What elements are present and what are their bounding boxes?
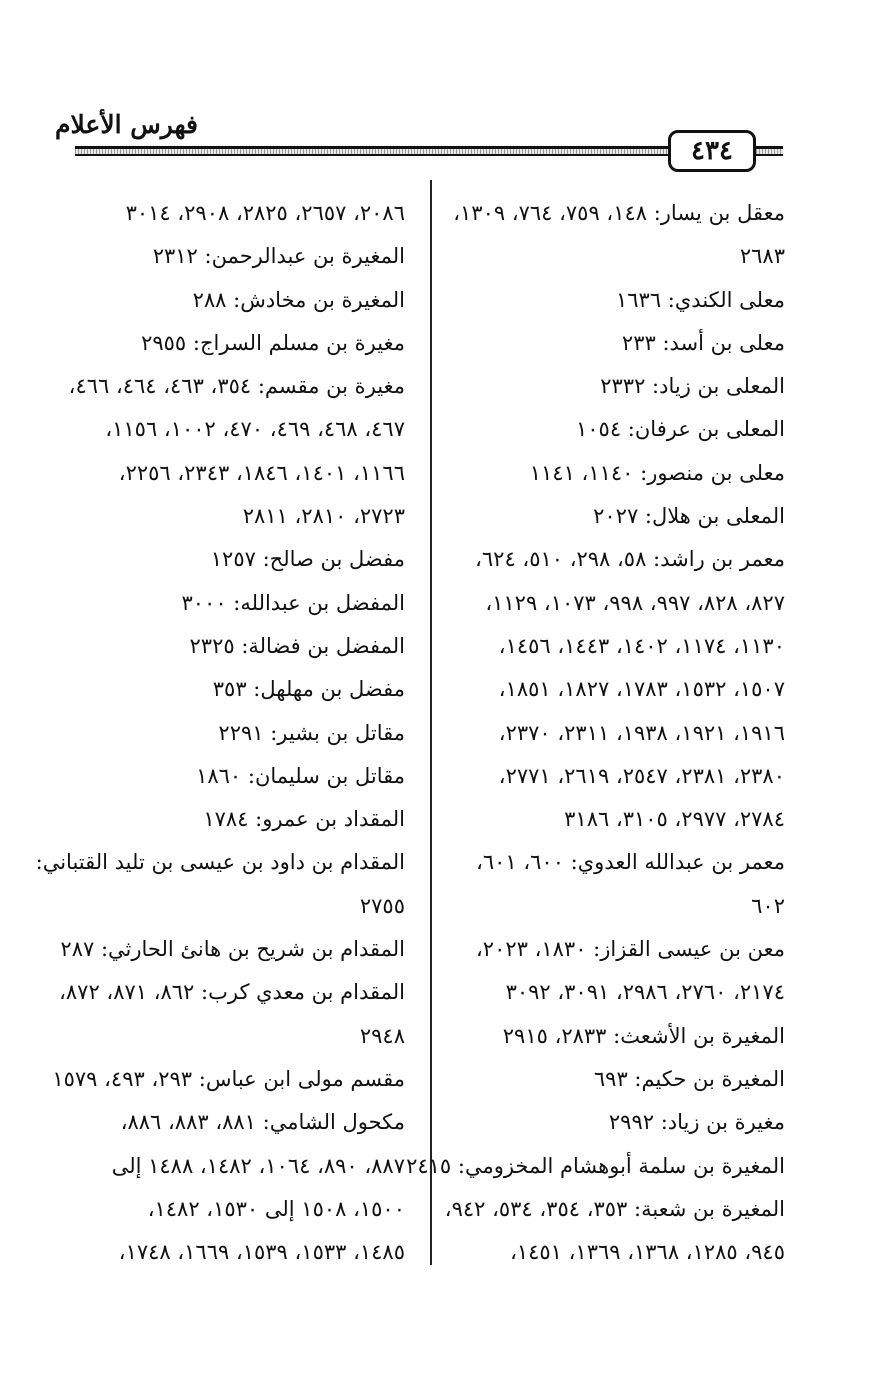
index-entry-line: معلى بن منصور: ١١٤٠، ١١٤١: [529, 460, 785, 485]
page-number: ٤٣٤: [668, 130, 756, 172]
index-entry-line: ٦٠٢: [751, 893, 785, 918]
index-entry-line: ٢٩٤٨: [359, 1023, 405, 1048]
index-entry-line: ٢٦٨٣: [739, 244, 785, 269]
index-entry-line: مقاتل بن سليمان: ١٨٦٠: [196, 763, 405, 788]
index-entry-line: مغيرة بن مقسم: ٣٥٤، ٤٦٣، ٤٦٤، ٤٦٦،: [68, 374, 405, 399]
index-entry-line: المعلى بن زياد: ٢٣٣٢: [600, 374, 785, 399]
running-header-title: فهرس الأعلام: [55, 110, 199, 139]
index-entry-line: ٨٢٧، ٨٢٨، ٩٩٧، ٩٩٨، ١٠٧٣، ١١٢٩،: [485, 590, 785, 615]
index-entry-line: المغيرة بن حكيم: ٦٩٣: [593, 1066, 785, 1091]
index-entry-line: المقدام بن معدي كرب: ٨٦٢، ٨٧١، ٨٧٢،: [59, 980, 405, 1005]
index-entry-line: ٢٧٥٥: [359, 893, 405, 918]
index-entry-line: ١٩١٦، ١٩٢١، ١٩٣٨، ٢٣١١، ٢٣٧٠،: [498, 720, 785, 745]
index-entry-line: مقسم مولى ابن عباس: ٢٩٣، ٤٩٣، ١٥٧٩: [52, 1066, 405, 1091]
index-entry-line: المقدام بن شريح بن هانئ الحارثي: ٢٨٧: [60, 937, 405, 962]
index-entry-line: المفضل بن عبدالله: ٣٠٠٠: [181, 590, 405, 615]
index-entry-line: معقل بن يسار: ١٤٨، ٧٥٩، ٧٦٤، ١٣٠٩،: [453, 201, 785, 225]
index-entry-line: المغيرة بن مخادش: ٢٨٨: [192, 287, 405, 312]
index-entry-line: مفضل بن صالح: ١٢٥٧: [210, 547, 405, 572]
index-entry-line: ٢٠٨٦، ٢٦٥٧، ٢٨٢٥، ٢٩٠٨، ٣٠١٤: [125, 201, 405, 225]
index-entry-line: المقداد بن عمرو: ١٧٨٤: [203, 807, 405, 832]
index-entry-line: ٢١٧٤، ٢٧٦٠، ٢٩٨٦، ٣٠٩١، ٣٠٩٢: [505, 980, 785, 1005]
index-entry-line: ٤٦٧، ٤٦٨، ٤٦٩، ٤٧٠، ١٠٠٢، ١١٥٦،: [105, 417, 405, 442]
index-entry-line: المغيرة بن سلمة أبوهشام المخزومي: ٢٤١٥: [406, 1153, 785, 1178]
index-entry-line: المقدام بن داود بن عيسى بن تليد القتباني:: [35, 850, 405, 875]
index-entry-line: ١٥٠٠، ١٥٠٨ إلى ١٥٣٠، ١٤٨٢،: [147, 1196, 405, 1221]
index-entry-line: المغيرة بن شعبة: ٣٥٣، ٣٥٤، ٥٣٤، ٩٤٢،: [444, 1196, 785, 1221]
index-entry-line: ١٥٠٧، ١٥٣٢، ١٧٨٣، ١٨٢٧، ١٨٥١،: [498, 677, 785, 702]
index-column-right: [406, 192, 785, 1274]
index-entry-line: معمر بن راشد: ٥٨، ٢٩٨، ٥١٠، ٦٢٤،: [475, 547, 785, 572]
column-divider: [430, 180, 432, 1265]
index-entry-line: المغيرة بن الأشعث: ٢٨٣٣، ٢٩١٥: [502, 1023, 785, 1048]
index-entry-line: المعلى بن عرفان: ١٠٥٤: [576, 417, 785, 442]
index-entry-line: المفضل بن فضالة: ٢٣٢٥: [189, 633, 405, 658]
header-rule-right: [756, 146, 783, 156]
index-entry-line: ١١٣٠، ١١٧٤، ١٤٠٢، ١٤٤٣، ١٤٥٦،: [498, 633, 785, 658]
index-column-left: [35, 192, 405, 1274]
index-entry-line: ٩٤٥، ١٢٨٥، ١٣٦٨، ١٣٦٩، ١٤٥١،: [510, 1240, 785, 1265]
index-entry-line: مفضل بن مهلهل: ٣٥٣: [212, 677, 405, 702]
index-entry-line: مغيرة بن زياد: ٢٩٩٢: [608, 1110, 785, 1135]
index-entry-line: ١٤٨٥، ١٥٣٣، ١٥٣٩، ١٦٦٩، ١٧٤٨،: [118, 1240, 405, 1265]
index-entry-line: ٨٨٧، ٨٩٠، ١٠٦٤، ١٤٨٢، ١٤٨٨ إلى: [111, 1153, 405, 1178]
index-entry-line: ٢٣٨٠، ٢٣٨١، ٢٥٤٧، ٢٦١٩، ٢٧٧١،: [498, 763, 785, 788]
index-entry-line: معن بن عيسى القزاز: ١٨٣٠، ٢٠٢٣،: [476, 937, 785, 962]
index-entry-line: معلى الكندي: ١٦٣٦: [615, 287, 785, 312]
header-rule: [75, 146, 670, 156]
index-entry-line: ٢٧٢٣، ٢٨١٠، ٢٨١١: [242, 504, 405, 529]
index-entry-line: معمر بن عبدالله العدوي: ٦٠٠، ٦٠١،: [476, 850, 785, 875]
index-entry-line: المغيرة بن عبدالرحمن: ٢٣١٢: [152, 244, 405, 269]
index-entry-line: مكحول الشامي: ٨٨١، ٨٨٣، ٨٨٦،: [120, 1110, 405, 1135]
index-entry-line: المعلى بن هلال: ٢٠٢٧: [593, 504, 785, 529]
index-entry-line: ٢٧٨٤، ٢٩٧٧، ٣١٠٥، ٣١٨٦: [564, 807, 785, 832]
index-entry-line: ١١٦٦، ١٤٠١، ١٨٤٦، ٢٣٤٣، ٢٢٥٦،: [118, 460, 405, 485]
index-entry-line: مقاتل بن بشير: ٢٢٩١: [218, 720, 405, 745]
index-entry-line: معلى بن أسد: ٢٣٣: [621, 330, 785, 355]
index-entry-line: مغيرة بن مسلم السراج: ٢٩٥٥: [141, 330, 405, 355]
